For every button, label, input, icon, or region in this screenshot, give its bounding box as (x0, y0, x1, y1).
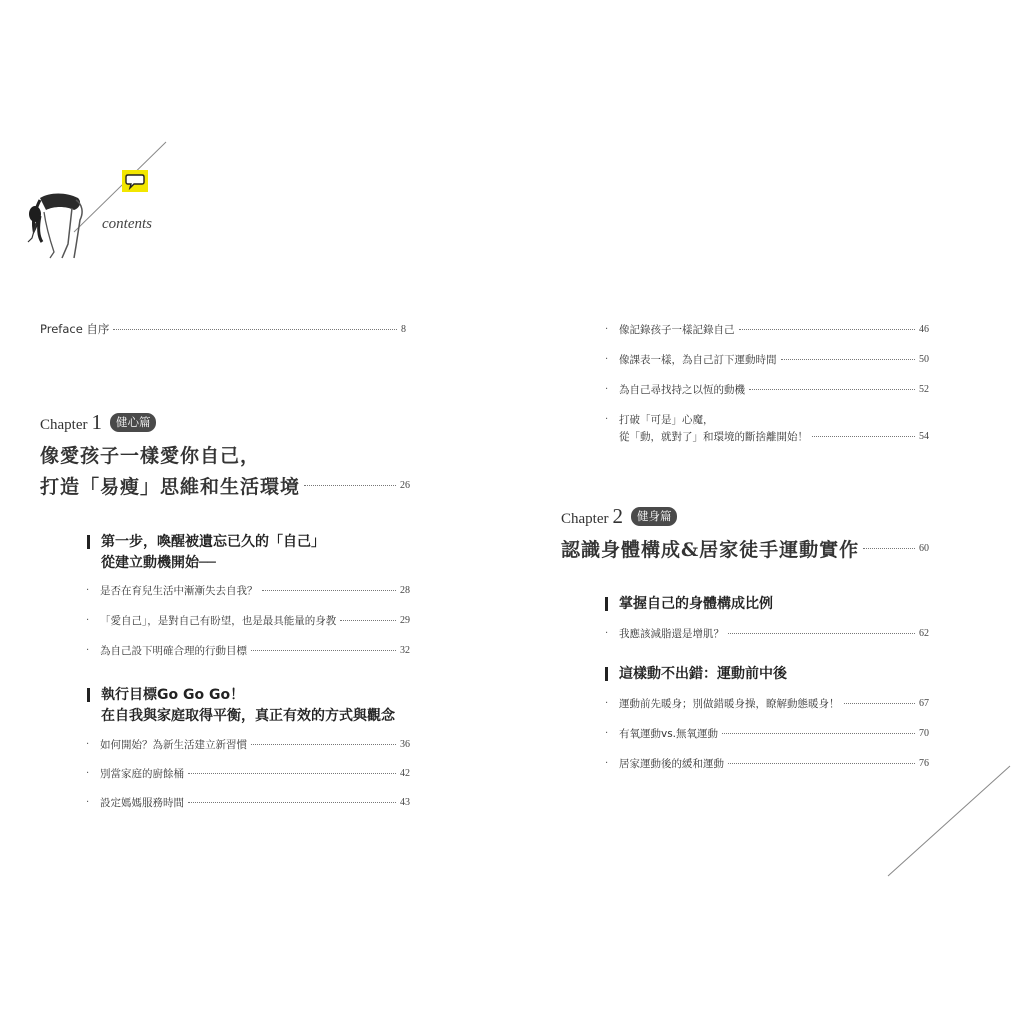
leader-dots (722, 733, 915, 734)
section-bar (87, 688, 90, 702)
toc-page-number: 76 (919, 758, 929, 769)
toc-entry-label: 運動前先暖身；別做錯暖身操，瞭解動態暖身！ (619, 698, 840, 710)
chapter-number: 2 (612, 504, 623, 528)
toc-entry[interactable] (605, 756, 929, 771)
toc-page-number: 36 (400, 739, 410, 750)
bullet: · (605, 698, 609, 709)
leader-dots (113, 329, 397, 330)
leader-dots (188, 773, 396, 774)
leader-dots (340, 620, 396, 621)
bullet: · (605, 728, 609, 739)
toc-page-number: 43 (400, 797, 410, 808)
toc-entry[interactable] (86, 766, 410, 781)
toc-entry[interactable] (605, 626, 929, 641)
toc-entry[interactable] (605, 322, 929, 337)
bullet: · (86, 645, 90, 656)
section-title-line2: 在自我與家庭取得平衡，真正有效的方式與觀念 (101, 708, 395, 724)
toc-entry-label: 設定媽媽服務時間 (100, 797, 184, 809)
chapter-2-label (561, 504, 677, 529)
chapter-1-title-line2: 打造「易瘦」思維和生活環境 (40, 476, 301, 498)
toc-entry-preface[interactable] (40, 321, 406, 337)
section-title: 掌握自己的身體構成比例 (619, 596, 773, 612)
leader-dots (863, 548, 915, 549)
toc-entry[interactable] (86, 737, 410, 752)
toc-entry-label: 是否在育兒生活中漸漸失去自我？ (100, 585, 258, 597)
bullet: · (605, 758, 609, 769)
toc-entry[interactable] (605, 726, 929, 741)
toc-page-number: 32 (400, 645, 410, 656)
toc-entry-label: 為自己設下明確合理的行動目標 (100, 645, 247, 657)
chapter-1-label (40, 410, 156, 435)
bullet: · (86, 585, 90, 596)
leader-dots (304, 485, 396, 486)
toc-entry-chapter-2[interactable] (561, 535, 929, 562)
section-heading (101, 532, 325, 574)
leader-dots (844, 703, 916, 704)
bullet: · (605, 354, 609, 365)
chapter-badge: 健心篇 (110, 413, 157, 432)
toc-entry[interactable] (619, 429, 929, 444)
toc-entry-label: 打破「可是」心魔， (619, 414, 714, 426)
woman-stretching-illustration (26, 186, 96, 260)
toc-entry[interactable] (86, 643, 410, 658)
toc-entry-label: 像課表一樣，為自己訂下運動時間 (619, 354, 777, 366)
toc-page-number: 26 (400, 480, 410, 491)
leader-dots (812, 436, 915, 437)
toc-entry-label: 從「動，就對了」和環境的斷捨離開始！ (619, 431, 808, 443)
bullet: · (605, 324, 609, 335)
toc-page-number: 29 (400, 615, 410, 626)
chapter-2-title: 認識身體構成&居家徒手運動實作 (561, 539, 860, 561)
section-title-line1: 執行目標Go Go Go！ (101, 687, 245, 703)
toc-entry-label: 有氧運動vs.無氧運動 (619, 728, 719, 740)
chapter-badge: 健身篇 (631, 507, 678, 526)
section-title-line1: 第一步，喚醒被遺忘已久的「自己」 (101, 534, 325, 550)
bottom-diagonal-line (888, 766, 1010, 876)
leader-dots (728, 763, 915, 764)
toc-page-number: 54 (919, 431, 929, 442)
section-heading (101, 685, 395, 727)
bullet: · (86, 739, 90, 750)
section-title-line2: 從建立動機開始── (101, 555, 216, 571)
toc-entry[interactable] (86, 795, 410, 810)
bullet: · (86, 615, 90, 626)
toc-page-number: 52 (919, 384, 929, 395)
chapter-prefix: Chapter (561, 511, 609, 527)
toc-page-number: 67 (919, 698, 929, 709)
toc-page-number: 8 (401, 323, 406, 335)
leader-dots (262, 590, 397, 591)
bullet: · (86, 768, 90, 779)
toc-page-number: 46 (919, 324, 929, 335)
toc-entry-label: 別當家庭的廚餘桶 (100, 768, 184, 780)
speech-bubble-icon (122, 170, 148, 192)
section-bar (87, 535, 90, 549)
toc-entry-label: 像記錄孩子一樣記錄自己 (619, 324, 735, 336)
toc-page-number: 60 (919, 543, 929, 554)
leader-dots (781, 359, 916, 360)
chapter-number: 1 (91, 410, 102, 434)
toc-entry[interactable] (605, 352, 929, 367)
chapter-1-title-line1: 像愛孩子一樣愛你自己， (40, 445, 261, 467)
toc-entry-label: 我應該減脂還是增肌？ (619, 628, 724, 640)
toc-entry-label: 為自己尋找持之以恆的動機 (619, 384, 745, 396)
contents-title: contents (102, 216, 152, 232)
section-bar (605, 667, 608, 681)
bullet: · (605, 414, 609, 425)
leader-dots (728, 633, 915, 634)
toc-entry[interactable] (86, 583, 410, 598)
toc-entry-chapter-1[interactable] (40, 472, 410, 499)
section-title: 這樣動不出錯：運動前中後 (619, 666, 787, 682)
toc-page-number: 70 (919, 728, 929, 739)
toc-page-number: 50 (919, 354, 929, 365)
toc-page-number: 62 (919, 628, 929, 639)
toc-page-number: 42 (400, 768, 410, 779)
section-heading (619, 664, 787, 685)
bullet: · (605, 628, 609, 639)
toc-entry-label: 「愛自己」，是對自己有盼望，也是最具能量的身教 (100, 615, 337, 627)
section-bar (605, 597, 608, 611)
bullet: · (86, 797, 90, 808)
leader-dots (749, 389, 915, 390)
toc-entry-label: 如何開始？為新生活建立新習慣 (100, 739, 247, 751)
toc-entry-multiline-first (605, 412, 929, 427)
section-heading (619, 594, 773, 615)
toc-entry[interactable] (86, 613, 410, 628)
leader-dots (251, 650, 396, 651)
leader-dots (739, 329, 916, 330)
toc-entry[interactable] (605, 382, 929, 397)
bullet: · (605, 384, 609, 395)
toc-page-number: 28 (400, 585, 410, 596)
chapter-prefix: Chapter (40, 417, 88, 433)
leader-dots (251, 744, 396, 745)
toc-entry-label: Preface 自序 (40, 322, 110, 336)
leader-dots (188, 802, 396, 803)
toc-entry-label: 居家運動後的緩和運動 (619, 758, 724, 770)
toc-entry[interactable] (605, 696, 929, 711)
